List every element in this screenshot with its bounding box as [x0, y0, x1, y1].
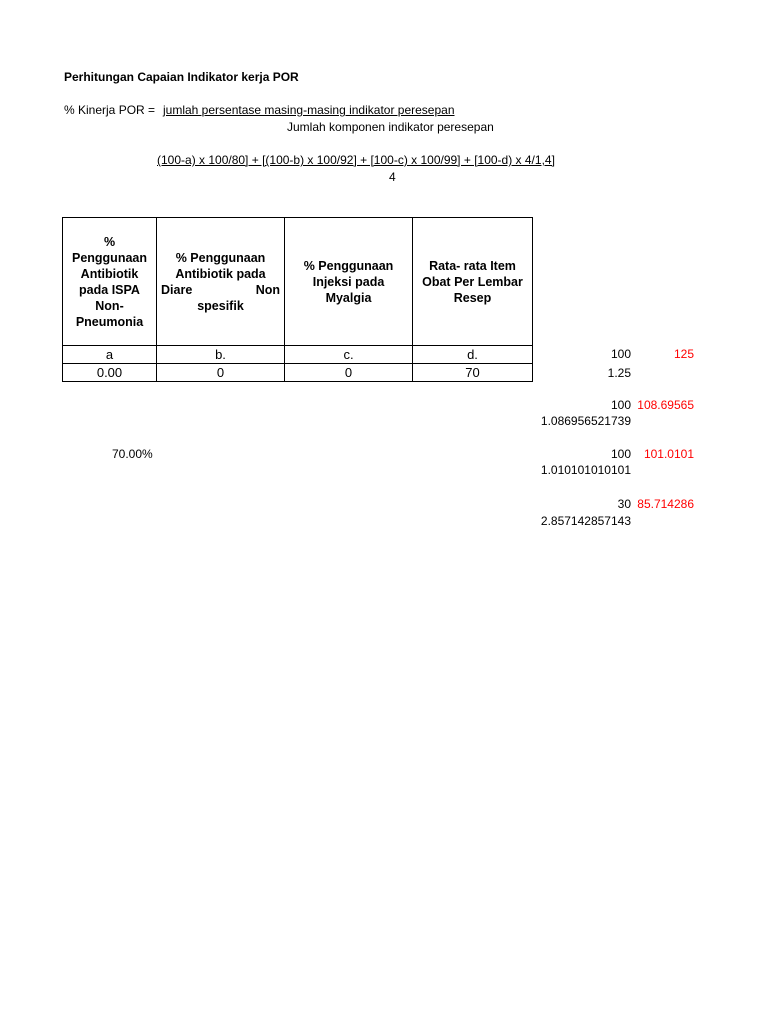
letter-cell: d. — [413, 346, 533, 364]
table-row — [63, 364, 533, 382]
table-row — [63, 346, 533, 364]
header-line: Obat Per Lembar — [422, 274, 523, 289]
header-line: % — [103, 234, 116, 249]
header-line: Resep — [453, 290, 492, 305]
formula-numerator: (100-a) x 100/80] + [(100-b) x 100/92] + [100-c) x 100/99] + [100-d) x 4/1,4] — [157, 153, 555, 167]
header-cell-ispa — [63, 218, 157, 346]
header-line: Myalgia — [325, 290, 372, 305]
calc-ratio: 1.010101010101 — [540, 463, 631, 477]
calc-ratio: 1.25 — [607, 366, 631, 380]
header-word: Non — [255, 282, 280, 297]
calc-result: 108.69565 — [637, 398, 694, 412]
calc-value: 30 — [617, 497, 631, 511]
value-cell: 0 — [285, 364, 413, 382]
header-line: spesifik — [197, 298, 244, 313]
letter-cell: c. — [285, 346, 413, 364]
calc-result: 101.0101 — [643, 447, 694, 461]
indicator-table — [62, 217, 533, 382]
page-title: Perhitungan Capaian Indikator kerja POR — [64, 70, 299, 84]
table-header-row — [63, 218, 533, 346]
header-line: % Penggunaan — [303, 258, 394, 273]
header-word: Diare — [161, 282, 193, 297]
kinerja-label: % Kinerja POR = — [64, 103, 156, 117]
kinerja-denominator: Jumlah komponen indikator peresepan — [287, 120, 494, 134]
result-percent: 70.00% — [112, 447, 153, 461]
header-cell-injeksi — [285, 218, 413, 346]
header-line — [157, 282, 284, 298]
calc-ratio: 2.857142857143 — [540, 514, 631, 528]
calc-ratio: 1.086956521739 — [540, 414, 631, 428]
header-line: % Penggunaan — [175, 250, 266, 265]
kinerja-numerator: jumlah persentase masing-masing indikator peresepan — [163, 103, 455, 117]
header-line: Penggunaan — [71, 250, 147, 265]
calc-result: 125 — [673, 347, 694, 361]
header-line: Injeksi pada — [312, 274, 385, 289]
letter-cell: a — [63, 346, 157, 364]
header-cell-diare — [157, 218, 285, 346]
header-cell-rata — [413, 218, 533, 346]
header-line: pada ISPA — [79, 282, 140, 297]
header-line: Antibiotik — [80, 266, 139, 281]
calc-value: 100 — [610, 398, 631, 412]
formula-denominator: 4 — [389, 170, 396, 184]
value-cell: 0 — [157, 364, 285, 382]
value-cell: 0.00 — [63, 364, 157, 382]
letter-cell: b. — [157, 346, 285, 364]
calc-value: 100 — [610, 447, 631, 461]
header-line: Non- — [95, 298, 124, 313]
calc-value: 100 — [610, 347, 631, 361]
header-line: Rata- rata Item — [429, 258, 516, 273]
header-line: Pneumonia — [75, 314, 144, 329]
value-cell: 70 — [413, 364, 533, 382]
calc-result: 85.714286 — [637, 497, 694, 511]
header-line: Antibiotik pada — [175, 266, 266, 281]
